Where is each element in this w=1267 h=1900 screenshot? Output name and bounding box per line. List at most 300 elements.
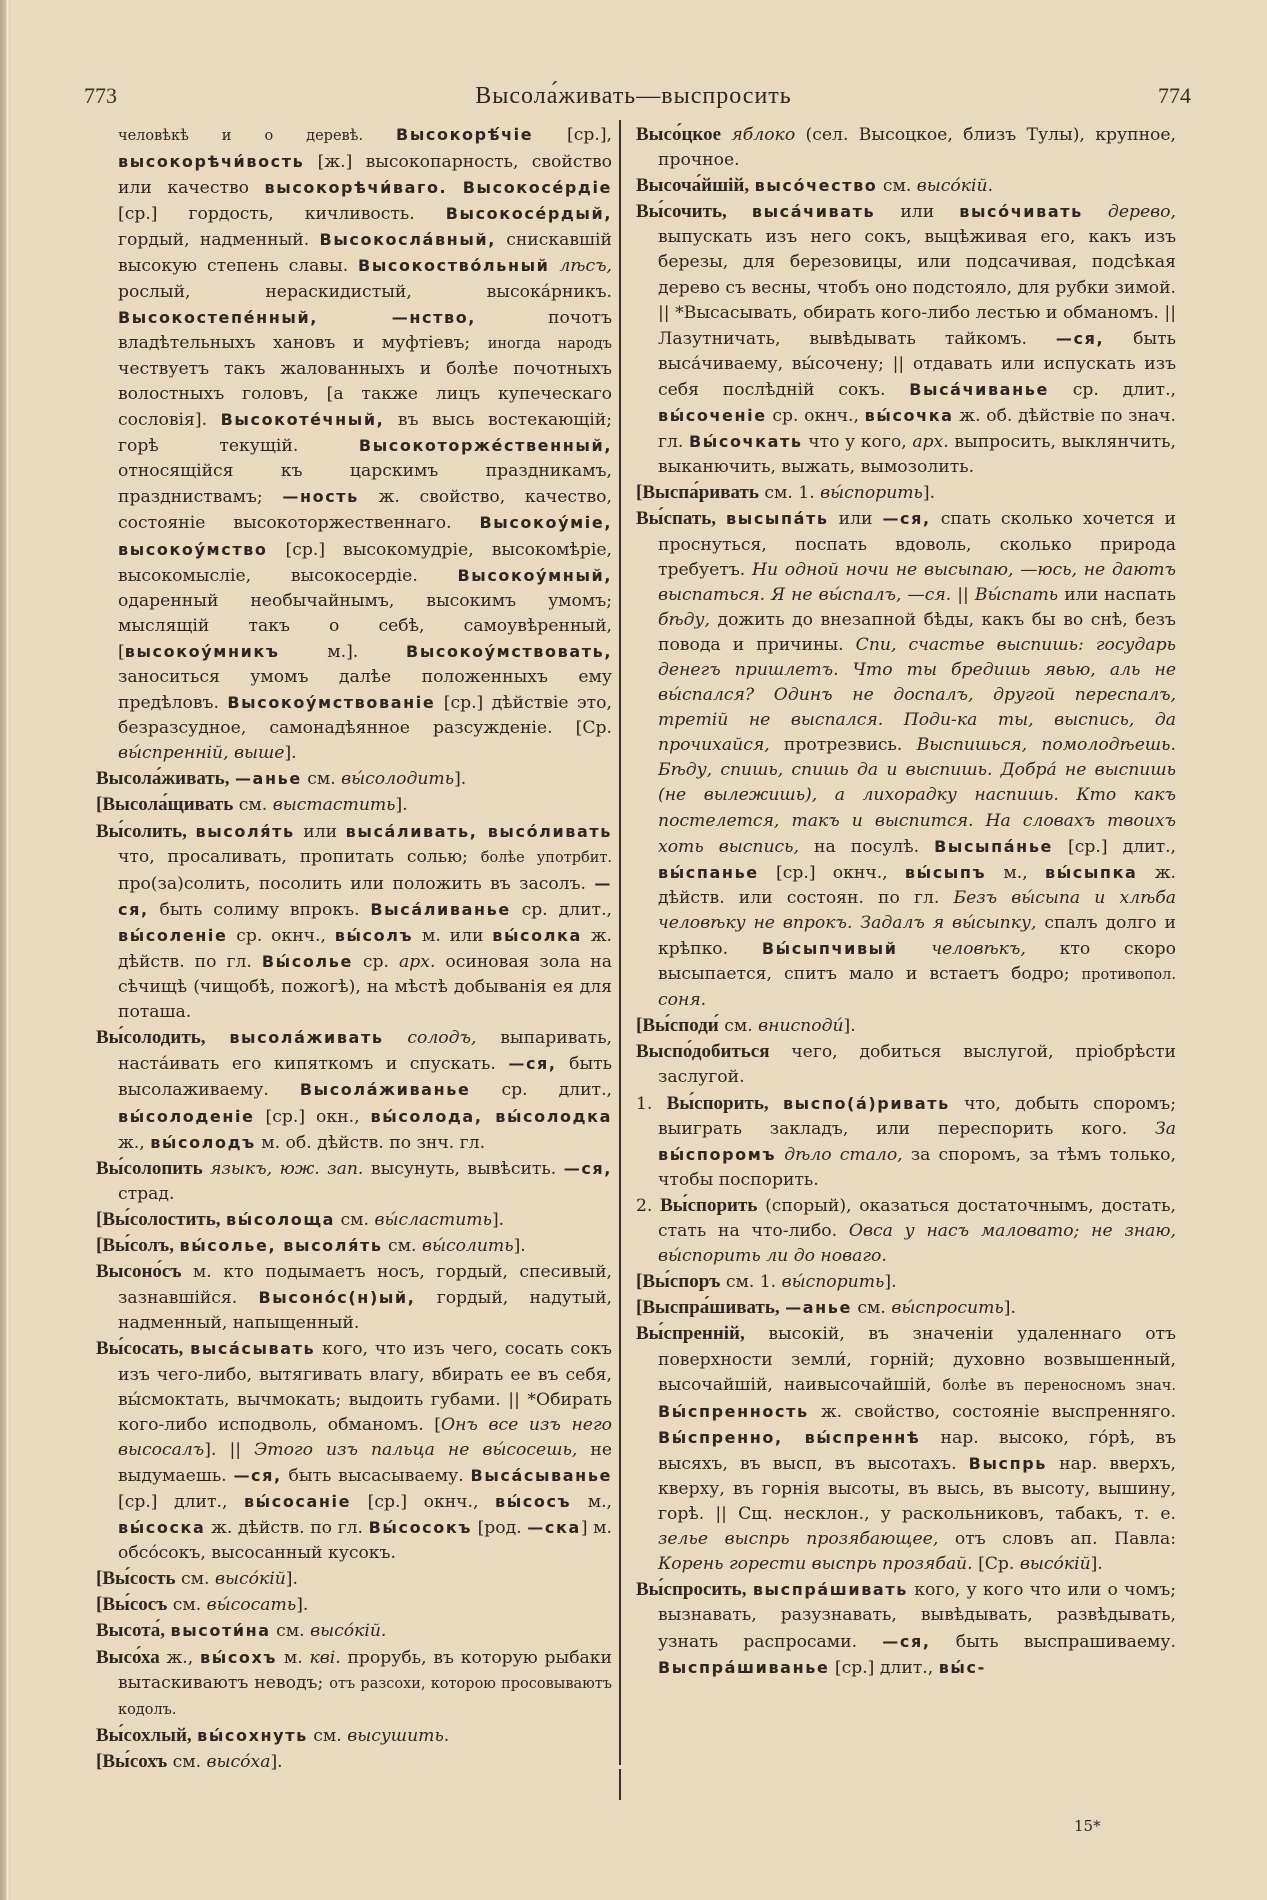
entry-text: [ср.] окнч., <box>758 862 905 883</box>
derived-headword: —ска <box>527 1518 581 1538</box>
entry-text: быть высасываему. <box>281 1465 471 1486</box>
entry-text <box>447 178 463 198</box>
example-italic: человѣкъ, <box>931 939 1026 959</box>
example-italic: вы́сластить <box>374 1209 492 1230</box>
derived-headword: —ся, <box>118 873 612 919</box>
entry-text: [ср.], <box>533 125 612 145</box>
derived-headword: Выса́сыванье <box>470 1465 612 1485</box>
entry-text: см. <box>301 769 342 790</box>
entry-headword: [Вы́солъ, <box>96 1235 175 1257</box>
entry-text: осиновая зола на сѣчищѣ (чищобѣ, пожогѣ), на мѣстѣ добыванія ея для поташа. <box>118 952 612 1023</box>
entry-text: высокій, въ значеніи удаленнаго отъ поверхности земли́, горній; духовно возвышенный, высочайшій, наивысочайшій, <box>658 1324 1176 1395</box>
entry-text <box>384 1028 408 1048</box>
entry-text: см. <box>167 1751 207 1772</box>
page-number-right: 774 <box>1158 83 1191 108</box>
derived-headword: Вы́спренность <box>658 1401 809 1421</box>
entry-text: 2. <box>636 1195 661 1216</box>
dictionary-entry <box>96 1592 612 1618</box>
derived-headword: Высола́живанье <box>299 1080 471 1100</box>
entry-text: [ср.] длит., <box>118 1491 244 1512</box>
entry-text: быть солиму впрокъ. <box>148 899 371 920</box>
dictionary-entry <box>636 199 1176 480</box>
derived-headword: Высокосе́рдіе <box>462 178 612 198</box>
example-italic: Овса у насъ маловато; не знаю, вы́спорить ли до новаго. <box>658 1221 1176 1267</box>
example-italic: языкъ, <box>210 1158 273 1179</box>
derived-headword: вы́с- <box>938 1657 986 1677</box>
entry-text: [ср.] дѣйствіе это, безразсудное, самонадѣянное разсужденіе. [Ср. <box>118 693 612 739</box>
entry-headword: Вы́спать, <box>636 508 717 530</box>
entry-text: спать сколько хочется и проснуться, поспать вдоволь, сколько природа требуетъ. <box>658 509 1176 580</box>
entry-text: не выдумаешь. <box>118 1439 612 1486</box>
entry-text: что, просаливать, пропитать солью; <box>118 846 481 867</box>
entry-headword: Вы́сохлый, <box>96 1724 192 1746</box>
derived-headword: —ся, <box>1055 328 1105 348</box>
entry-text: нар. вверхъ, кверху, въ горнія высоты, въ высь, въ высоту, вышину, горѣ. || Сщ. несклон., у раскольниковъ, табакъ, т. е. <box>658 1453 1176 1525</box>
entry-headword: Высо́ха <box>96 1646 160 1668</box>
entry-headword: Высола́живать, <box>96 768 230 790</box>
entry-text <box>206 1028 230 1048</box>
derived-headword: Вы́спренно, вы́спреннѣ <box>658 1427 921 1447</box>
entry-text: ]. <box>922 483 936 504</box>
entry-headword: Высоча́йшій, <box>636 175 750 197</box>
derived-headword: выса́сывать <box>190 1339 316 1359</box>
example-italic: высо́кій <box>1019 1554 1091 1575</box>
entry-text: ж. дѣйств. по гл. <box>118 925 612 972</box>
entry-text: ср. <box>352 952 399 972</box>
derived-headword: выса́ливать, высо́ливать <box>345 821 613 841</box>
entry-text: м. кто подымаетъ носъ, гордый, спесивый, зазнавшійся. <box>118 1262 612 1309</box>
entry-headword: [Вы́споръ <box>636 1271 721 1293</box>
derived-headword: Вы́сыпчивый <box>761 939 898 958</box>
entry-text: или наспать <box>1058 584 1177 605</box>
derived-headword: Высокорѣ́чіе <box>396 125 534 144</box>
entry-text <box>1083 202 1108 222</box>
derived-headword: Выспра́шиванье <box>658 1657 830 1677</box>
entry-text: кого, что изъ чего, сосать сокъ изъ чего-либо, вытягивать влагу, вбирать ее въ себя, вы́смоктать, вычмокать; выдоить губами. || *Обирать кого-либо исподволь, обманомъ. [ <box>118 1339 612 1435</box>
derived-headword: Высокоство́льный <box>358 256 550 276</box>
entry-text: ср. длит., <box>510 899 612 920</box>
dictionary-entry <box>96 792 612 818</box>
entry-text: м.]. <box>279 641 407 662</box>
entry-headword: Высо́цкое <box>636 124 722 145</box>
dictionary-entry <box>96 1233 612 1259</box>
derived-headword: Высокосе́рдый, <box>445 204 612 224</box>
derived-headword: вы́солода, вы́солодка <box>370 1106 612 1126</box>
entry-text: см. 1. <box>720 1272 782 1293</box>
example-italic: выстастить <box>272 795 396 816</box>
entry-text: [ср.] длит., <box>829 1657 939 1678</box>
dictionary-entry <box>636 1295 1176 1321</box>
entry-text: см. <box>175 1569 215 1590</box>
dictionary-entry <box>96 766 612 792</box>
dictionary-entry <box>96 1749 612 1775</box>
entry-text: м. или <box>413 925 493 946</box>
example-italic: высушить. <box>347 1725 450 1746</box>
derived-headword: вы́солъ <box>334 925 414 945</box>
entry-text: см. <box>270 1621 311 1642</box>
entry-text: дожить до внезапной бѣды, какъ бы во снѣ, безъ повода и причины. <box>658 609 1176 655</box>
dictionary-entry <box>636 1091 1176 1193</box>
derived-headword: высокорѣчи́ваго. <box>264 178 448 198</box>
derived-headword: Вы́сосокъ <box>368 1518 472 1538</box>
dictionary-entry <box>636 1039 1176 1090</box>
entry-text: быть высолаживаему. <box>118 1054 613 1101</box>
dictionary-entry <box>96 1618 612 1644</box>
entry-text: см. <box>851 1298 892 1319</box>
derived-headword: Высыпа́нье <box>934 836 1054 856</box>
example-italic: дерево, <box>1107 202 1176 223</box>
derived-headword: вы́сыпъ <box>904 862 987 882</box>
dictionary-entry <box>636 480 1176 506</box>
entry-text: иногда народъ <box>487 335 612 352</box>
entry-text: ]. <box>491 1209 505 1230</box>
example-italic: арх. <box>399 952 436 972</box>
dictionary-entry <box>96 1723 612 1749</box>
entry-text: ] м. обсо́сокъ, высосанный кусокъ. <box>118 1518 612 1564</box>
entry-text: м. об. дѣйств. по знч. гл. <box>255 1132 486 1153</box>
entry-text: что, добыть споромъ; выиграть закладъ, или переспорить кого. <box>658 1093 1176 1139</box>
page-number-left: 773 <box>84 83 117 108</box>
dictionary-entry <box>636 1269 1176 1295</box>
derived-headword: вы́соленіе <box>118 925 228 945</box>
right-column <box>636 122 1176 1681</box>
entry-text <box>769 1094 783 1114</box>
derived-headword: Выса́ливанье <box>370 899 511 919</box>
entry-text: ср. окнч., <box>227 925 335 946</box>
entry-headword: [Вы́сосъ <box>96 1594 168 1616</box>
derived-headword: —анье <box>234 769 302 789</box>
entry-text: или <box>294 821 346 842</box>
derived-headword: выспо(а́)ривать <box>782 1093 950 1113</box>
entry-text: ]. <box>513 1236 526 1257</box>
derived-headword: вы́сохнуть <box>197 1725 308 1745</box>
derived-headword: Выса́чиванье <box>909 379 1049 399</box>
entry-text: ]. <box>843 1016 856 1037</box>
entry-text: быть выспрашиваему. <box>930 1631 1176 1652</box>
entry-text: см. <box>233 795 273 816</box>
entry-text: [ж.] высокопарность, свойство или качество <box>118 152 612 199</box>
dictionary-entry <box>96 819 612 1026</box>
signature-mark: 15* <box>1074 1817 1101 1835</box>
entry-text <box>727 202 752 222</box>
derived-headword: высокоу́мникъ <box>124 641 280 661</box>
example-italic: высо́кій <box>214 1569 286 1590</box>
entry-headword: Высота́, <box>96 1620 166 1642</box>
example-italic: соня. <box>658 990 707 1011</box>
dictionary-entry <box>636 1193 1176 1269</box>
entry-text: гордый, надутый, надменный, напыщенный. <box>118 1288 613 1334</box>
entry-text: см. <box>307 1725 348 1746</box>
derived-headword: Высокоте́чный, <box>220 410 385 430</box>
entry-text: ]. <box>454 769 467 790</box>
entry-text: [ср.] окнч., <box>351 1491 495 1512</box>
entry-text: въ высь востекающій; горѣ текущій. <box>118 410 612 457</box>
entry-text: (спорый), оказаться достаточнымъ, достать, стать на что-либо. <box>658 1195 1176 1242</box>
entry-text: или <box>875 202 960 223</box>
entry-headword: Вы́сосать, <box>96 1338 184 1360</box>
entry-text: ж., <box>118 1132 151 1153</box>
derived-headword: вы́соска <box>118 1518 206 1538</box>
dictionary-entry <box>636 1013 1176 1039</box>
entry-text: гордый, надменный. <box>118 230 320 251</box>
derived-headword: высола́живать <box>229 1028 384 1048</box>
entry-text: рослый, нераскидистый, высока́рникъ. <box>118 281 612 302</box>
derived-headword: вы́солодъ <box>150 1132 256 1152</box>
entry-text: за споромъ, за тѣмъ только, чтобы поспорить. <box>658 1144 1176 1190</box>
derived-headword: высыпа́ть <box>726 509 829 529</box>
entry-text: кого, у кого что или о чомъ; вызнавать, разузнавать, вывѣдывать, развѣдывать, узнать распросами. <box>658 1580 1176 1652</box>
example-italic: дѣло стало, <box>784 1144 903 1165</box>
derived-headword: —ся, <box>882 1631 931 1651</box>
example-italic: Корень горести выспрь прозябай. <box>658 1554 973 1575</box>
derived-headword: высо́чивать <box>959 202 1083 222</box>
entry-text: относящійся къ царскимъ праздникамъ, праздниствамъ; <box>118 461 612 508</box>
dictionary-entry <box>636 122 1176 173</box>
derived-headword: Высокоторже́ственный, <box>358 436 612 456</box>
entry-text: ]. <box>395 795 408 816</box>
dictionary-entry <box>96 122 612 766</box>
derived-headword: —ся, <box>882 509 931 529</box>
example-italic: вы́спорить <box>820 483 923 504</box>
derived-headword: Высокосла́вный, <box>319 230 496 250</box>
entry-text: быть выса́чиваему, вы́сочену; || отдавать или испускать изъ себя послѣдній сокъ. <box>658 328 1177 400</box>
entry-headword: Вы́сочить, <box>636 201 727 223</box>
entry-text: чествуетъ такъ жалованныхъ и болѣе почотныхъ волостныхъ головъ, [а также лицъ купеческаго сословія]. <box>118 358 612 431</box>
entry-text: человѣкѣ и о деревѣ. <box>118 128 397 144</box>
derived-headword: высоти́на <box>170 1621 271 1641</box>
entry-text <box>203 1159 211 1179</box>
entry-text: или <box>828 509 883 530</box>
derived-headword: вы́солоденіе <box>118 1106 255 1126</box>
entry-text: прорубь, въ которую рыбаки вытаскиваютъ неводъ; <box>118 1647 613 1693</box>
entry-text <box>898 939 932 959</box>
entry-text: отъ разсохи, которою просовываютъ кодолъ. <box>118 1675 612 1718</box>
entry-text: ]. <box>270 1751 283 1772</box>
example-italic: Вы́спать <box>974 584 1059 605</box>
entry-text: про(за)солить, посолить или положить въ засолъ. <box>118 873 595 894</box>
entry-text: ]. <box>284 743 297 764</box>
page-header <box>0 83 1267 113</box>
dictionary-entry <box>636 1577 1176 1680</box>
entry-text: что у кого, <box>802 432 913 453</box>
example-italic: лѣсъ, <box>559 256 612 277</box>
dictionary-entry <box>96 1645 612 1723</box>
entry-text: высунуть, вывѣсить. <box>363 1158 564 1179</box>
dictionary-entry <box>96 1207 612 1233</box>
entry-text <box>716 509 726 529</box>
derived-headword: Высокоу́міе, высокоу́мство <box>118 513 612 559</box>
derived-headword: Вы́солье <box>261 952 353 971</box>
example-italic: вы́солодить <box>341 769 455 790</box>
entry-text: болѣе въ переносномъ знач. <box>942 1377 1176 1394</box>
entry-text: ср. окнч., <box>766 406 865 427</box>
entry-text: см. <box>335 1209 375 1230</box>
example-italic: высо́кій. <box>916 176 994 197</box>
derived-headword: Высокостепе́нный, —нство, <box>118 307 476 327</box>
entry-text <box>272 1159 280 1179</box>
entry-text: ср. длит., <box>470 1080 612 1101</box>
entry-headword: Вы́солить, <box>96 820 187 842</box>
entry-text: м., <box>571 1491 613 1512</box>
derived-headword: выса́чивать <box>751 202 876 222</box>
entry-text: протрезвись. <box>769 735 917 756</box>
dictionary-entry <box>96 1566 612 1592</box>
entry-text: заноситься умомъ далѣе положенныхъ ему предѣловъ. <box>118 666 612 714</box>
example-italic: вы́спросить <box>891 1298 1004 1319</box>
derived-headword: —ность <box>282 487 359 507</box>
dictionary-entry <box>96 1025 612 1155</box>
dictionary-entry <box>636 506 1176 1013</box>
entry-text: страд. <box>118 1183 175 1204</box>
example-italic: бѣду, <box>658 609 710 630</box>
derived-headword: вы́солье, высоля́ть <box>179 1236 383 1256</box>
derived-headword: вы́спанье <box>658 862 759 882</box>
derived-headword: вы́сосаніе <box>243 1491 352 1511</box>
entry-text <box>776 1145 784 1165</box>
entry-headword: [Вы́споди́ <box>636 1015 719 1037</box>
example-italic: высо́ха <box>206 1751 271 1772</box>
derived-headword: —ся, <box>508 1054 557 1074</box>
entry-text: см. <box>382 1236 422 1257</box>
entry-text: ж. об. дѣйствіе по знач. гл. <box>658 406 1176 453</box>
example-italic: Этого изъ пальца не вы́сосешь, <box>254 1439 578 1460</box>
example-italic: юж. зап. <box>279 1158 364 1179</box>
derived-headword: вы́солоща <box>226 1209 336 1229</box>
derived-headword: вы́сохъ <box>200 1647 278 1667</box>
entry-text: [ср.] длит., <box>1053 836 1177 857</box>
entry-headword: Вы́спорить <box>660 1194 758 1216</box>
entry-text: на посулѣ. <box>798 836 935 857</box>
derived-headword: —ся, <box>233 1465 282 1485</box>
entry-text: [род. <box>471 1518 528 1539</box>
derived-headword: высо́чество <box>754 176 878 196</box>
entry-text: ж., <box>159 1647 201 1668</box>
entry-text: ]. <box>1003 1298 1016 1319</box>
entry-text: [ср.] гордость, кичливость. <box>118 204 446 225</box>
entry-text: чего, добиться выслугой, пріобрѣсти заслугой. <box>658 1042 1176 1088</box>
dictionary-entry <box>96 1156 612 1207</box>
entry-text: ]. <box>296 1595 309 1616</box>
entry-headword: Вы́спросить, <box>636 1579 747 1601</box>
example-italic: Онъ все изъ него высосалъ <box>118 1414 612 1460</box>
derived-headword: Высокоу́мный, <box>457 565 612 585</box>
derived-headword: вы́сосъ <box>495 1491 572 1511</box>
dictionary-entry <box>636 173 1176 199</box>
entry-text: (сел. Высоцкое, близъ Тулы), крупное, прочное. <box>658 125 1177 171</box>
entry-text: ]. <box>285 1569 298 1590</box>
entry-headword: Вы́солопить <box>96 1157 203 1179</box>
example-italic: арх. <box>912 432 949 453</box>
dictionary-entry <box>96 1336 612 1566</box>
entry-headword: [Выспра́шивать, <box>636 1297 780 1319</box>
example-italic: высо́кій. <box>310 1621 387 1642</box>
derived-headword: вы́сочeніе <box>658 406 767 426</box>
entry-headword: Вы́солодить, <box>96 1027 206 1049</box>
example-italic: вы́сосать <box>206 1595 297 1616</box>
entry-headword: Выспо́добиться <box>636 1041 770 1063</box>
example-italic: вы́спренній, выше <box>118 743 285 764</box>
entry-text: ж. свойство, состояніе выспренняго. <box>808 1401 1176 1422</box>
left-column <box>96 122 612 1775</box>
entry-text: ж. дѣйств. или состоян. по гл. <box>658 862 1176 908</box>
entry-text: болѣе употрбит. <box>480 849 612 866</box>
derived-headword: высокорѣчи́вость <box>118 152 305 172</box>
derived-headword: выспра́шивать <box>752 1580 908 1600</box>
entry-text: ]. <box>884 1272 897 1293</box>
derived-headword: вы́солка <box>492 925 582 945</box>
entry-headword: [Вы́сохъ <box>96 1750 168 1772</box>
entry-text: ]. <box>1090 1554 1103 1575</box>
entry-text: спалъ долго и крѣпко. <box>658 912 1177 959</box>
example-italic: Спи, счастье выспишь: государь денегъ пришлетъ. Что ты бредишь явью, аль не вы́спался? Одинъ не доспалъ, другой переспалъ, третій не выспался. Поди-ка ты, выспись, да прочихайся, <box>658 634 1176 756</box>
entry-text: отъ словъ ап. Павла: <box>938 1529 1176 1550</box>
derived-headword: Высокоу́мствовать, <box>406 641 612 661</box>
entry-text: ]. || <box>204 1439 255 1460</box>
derived-headword: вы́споромъ <box>658 1144 777 1164</box>
entry-text: [Ср. <box>972 1554 1020 1575</box>
entry-text: || <box>951 584 975 605</box>
entry-text: м. <box>277 1647 310 1668</box>
entry-text: снискавшій высокую степень славы. <box>118 230 612 277</box>
derived-headword: Высокоу́мствованіе <box>227 693 436 713</box>
entry-text: почотъ владѣтельныхъ хановъ и муфтіевъ; <box>118 307 612 353</box>
book-page-edge <box>0 0 10 1900</box>
entry-text: [ср.] высокомудріе, высокомѣріе, высокомысліе, высокосердіе. <box>118 539 612 586</box>
entry-headword: [Вы́сость <box>96 1568 176 1590</box>
example-italic: яблоко <box>731 125 796 145</box>
entry-text: выпаривать, наста́ивать его кипяткомъ и спускать. <box>118 1028 613 1075</box>
entry-text: ср. длит., <box>1048 379 1176 400</box>
entry-text: 1. <box>636 1093 667 1114</box>
entry-headword: Вы́спорить, <box>666 1092 769 1114</box>
entry-text: ж. дѣйств. по гл. <box>205 1518 369 1539</box>
example-italic: вы́спорить <box>781 1272 885 1293</box>
derived-headword: вы́сыпка <box>1044 862 1138 882</box>
entry-headword: [Высола́щивать <box>96 794 234 816</box>
dictionary-entry <box>636 1321 1176 1577</box>
example-italic: Выспишься, помолодѣешь. Бѣду, спишь, спишь да и выспишь. Добра́ не выспишь (не вылежишь), а лихорадку наспишь. Кто какъ постелется, такъ и выспится. На словахъ твоихъ хоть выспись, <box>658 735 1176 857</box>
derived-headword: вы́сочка <box>864 406 954 426</box>
entry-text: см. <box>167 1595 207 1616</box>
entry-text: см. 1. <box>758 483 821 504</box>
derived-headword: Высоно́с(н)ый, <box>258 1288 416 1308</box>
derived-headword: —ся, <box>563 1158 612 1178</box>
example-italic: Ни одной ночи не высыпаю, —юсь, не даютъ выспаться. Я не вы́спалъ, —ся. <box>658 559 1177 605</box>
derived-headword: Выспрь <box>968 1453 1048 1473</box>
example-italic: Безъ вы́сыпа и хлѣба человѣку не впрокъ. Задалъ я вы́сыпку, <box>658 887 1177 933</box>
entry-text: м., <box>986 862 1045 883</box>
entry-headword: Вы́спренній, <box>636 1323 745 1345</box>
entry-headword: Высоно́съ <box>96 1261 182 1283</box>
entry-headword: [Вы́солостить, <box>96 1208 221 1230</box>
entry-text: выпросить, выклянчить, выканючить, выжать, вымозолить. <box>658 432 1176 478</box>
derived-headword: высоля́ть <box>195 821 295 841</box>
example-italic: За <box>1155 1118 1176 1139</box>
entry-text <box>721 125 731 145</box>
entry-headword: [Выспа́ривать <box>636 482 759 504</box>
entry-text: ж. свойство, качество, состояніе высокоторжественнаго. <box>118 487 612 534</box>
dictionary-entry <box>96 1259 612 1336</box>
example-italic: внисподи́ <box>758 1016 844 1037</box>
entry-text: см. <box>718 1016 759 1037</box>
entry-text: [ср.] окн., <box>254 1106 371 1127</box>
derived-headword: Вы́сочкать <box>689 432 803 452</box>
entry-text <box>549 256 559 276</box>
running-title: Высола́живать—выспросить <box>475 83 792 109</box>
entry-text: кто скоро высыпается, спитъ мало и встаетъ бодро; <box>658 939 1176 985</box>
entry-text: одаренный необычайнымъ, высокимъ умомъ; мыслящій такъ о себѣ, самоувѣренный, [ <box>118 590 612 662</box>
example-italic: вы́солить <box>421 1236 514 1257</box>
